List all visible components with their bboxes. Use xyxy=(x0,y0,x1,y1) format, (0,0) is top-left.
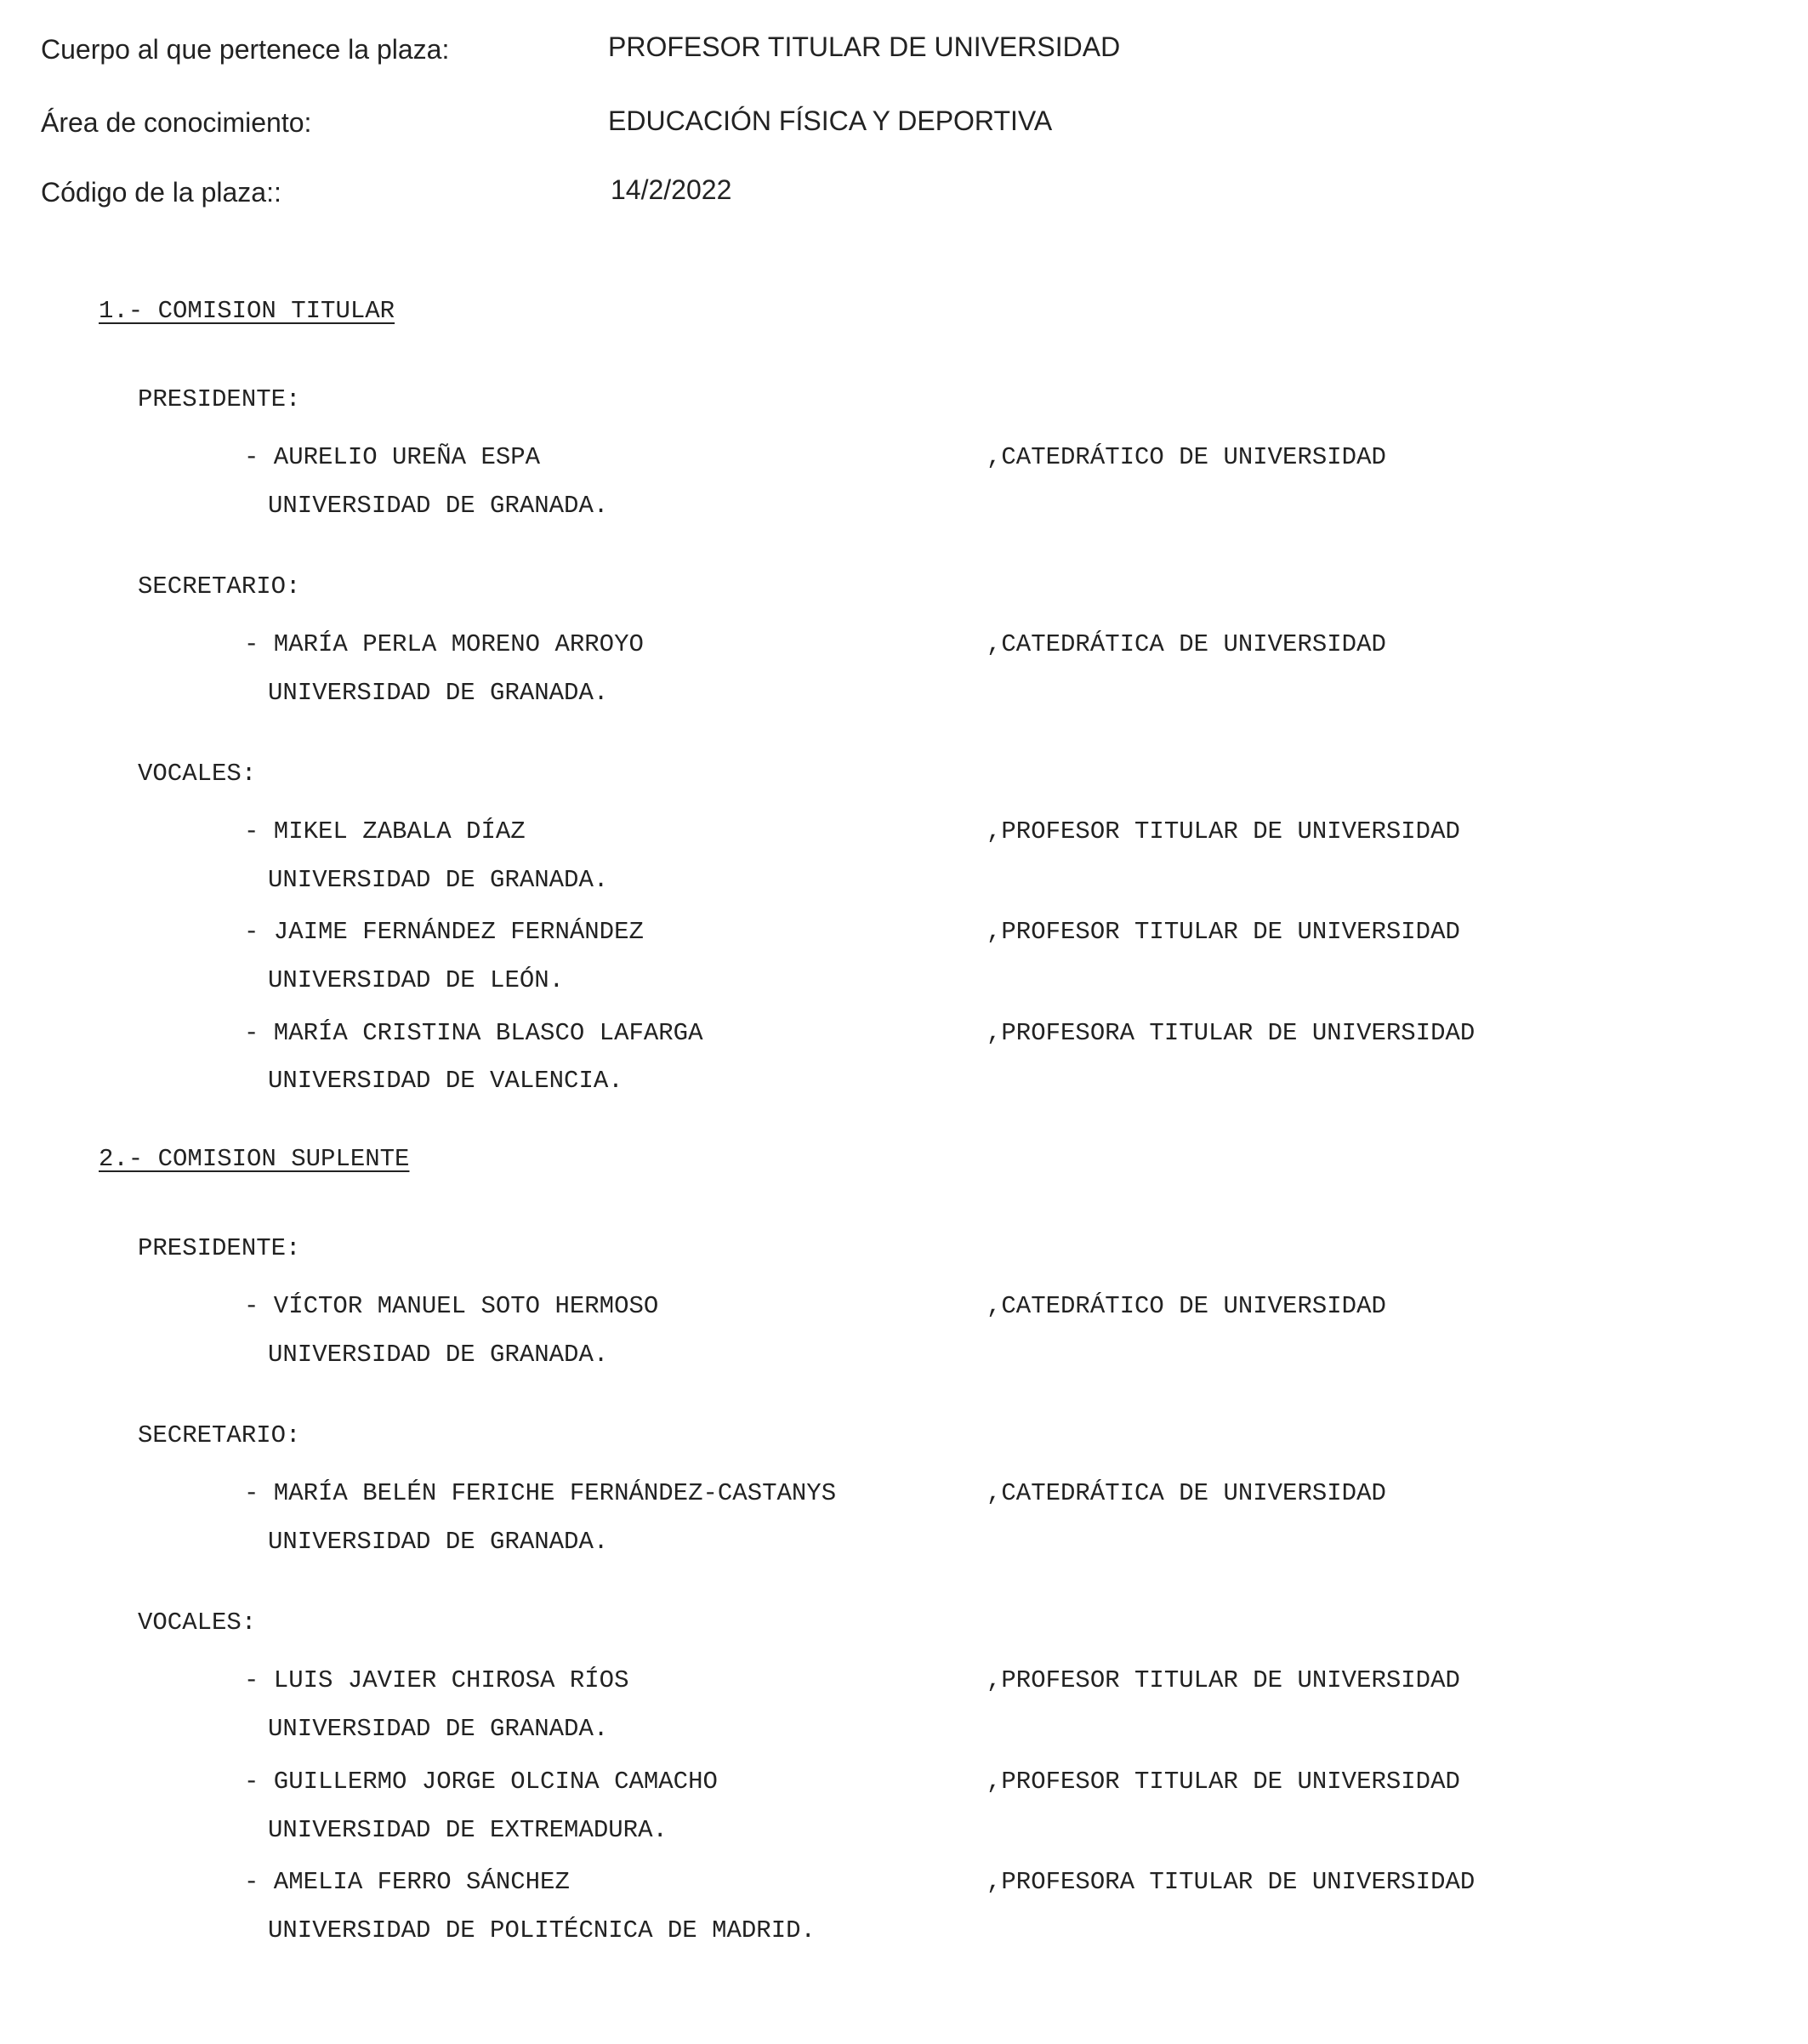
titular-vocales-label: VOCALES: xyxy=(138,760,257,788)
suplente-vocal-1-university: UNIVERSIDAD DE GRANADA. xyxy=(268,1715,609,1743)
suplente-vocales-label: VOCALES: xyxy=(138,1608,257,1637)
body-value: PROFESOR TITULAR DE UNIVERSIDAD xyxy=(608,31,1121,62)
titular-vocal-3-university: UNIVERSIDAD DE VALENCIA. xyxy=(268,1067,623,1095)
body-label: Cuerpo al que pertenece la plaza: xyxy=(41,34,450,65)
titular-presidente-name: - AURELIO UREÑA ESPA xyxy=(244,443,541,471)
titular-vocal-2-university: UNIVERSIDAD DE LEÓN. xyxy=(268,966,565,994)
suplente-vocal-2-name: - GUILLERMO JORGE OLCINA CAMACHO xyxy=(244,1768,718,1796)
suplente-presidente-name: - VÍCTOR MANUEL SOTO HERMOSO xyxy=(244,1292,659,1320)
suplente-vocal-2-university: UNIVERSIDAD DE EXTREMADURA. xyxy=(268,1816,668,1844)
titular-vocal-3-role: ,PROFESORA TITULAR DE UNIVERSIDAD xyxy=(986,1019,1475,1047)
titular-vocal-1-university: UNIVERSIDAD DE GRANADA. xyxy=(268,866,609,894)
suplente-presidente-role: ,CATEDRÁTICO DE UNIVERSIDAD xyxy=(986,1292,1386,1320)
titular-secretario-university: UNIVERSIDAD DE GRANADA. xyxy=(268,679,609,707)
suplente-presidente-label: PRESIDENTE: xyxy=(138,1234,301,1262)
area-value: EDUCACIÓN FÍSICA Y DEPORTIVA xyxy=(608,105,1053,136)
titular-secretario-role: ,CATEDRÁTICA DE UNIVERSIDAD xyxy=(986,630,1386,658)
suplente-secretario-label: SECRETARIO: xyxy=(138,1421,301,1449)
suplente-secretario-university: UNIVERSIDAD DE GRANADA. xyxy=(268,1528,609,1556)
code-label: Código de la plaza:: xyxy=(41,177,281,208)
titular-vocal-1-role: ,PROFESOR TITULAR DE UNIVERSIDAD xyxy=(986,817,1460,845)
titular-vocal-1-name: - MIKEL ZABALA DÍAZ xyxy=(244,817,526,845)
titular-vocal-2-name: - JAIME FERNÁNDEZ FERNÁNDEZ xyxy=(244,918,644,946)
suplente-vocal-3-university: UNIVERSIDAD DE POLITÉCNICA DE MADRID. xyxy=(268,1916,816,1944)
titular-presidente-role: ,CATEDRÁTICO DE UNIVERSIDAD xyxy=(986,443,1386,471)
suplente-vocal-1-role: ,PROFESOR TITULAR DE UNIVERSIDAD xyxy=(986,1666,1460,1694)
area-label: Área de conocimiento: xyxy=(41,107,312,138)
suplente-heading: 2.- COMISION SUPLENTE xyxy=(99,1145,410,1173)
titular-presidente-university: UNIVERSIDAD DE GRANADA. xyxy=(268,492,609,520)
suplente-secretario-name: - MARÍA BELÉN FERICHE FERNÁNDEZ-CASTANYS xyxy=(244,1479,837,1507)
suplente-secretario-role: ,CATEDRÁTICA DE UNIVERSIDAD xyxy=(986,1479,1386,1507)
titular-secretario-label: SECRETARIO: xyxy=(138,572,301,601)
suplente-vocal-1-name: - LUIS JAVIER CHIROSA RÍOS xyxy=(244,1666,629,1694)
suplente-vocal-3-role: ,PROFESORA TITULAR DE UNIVERSIDAD xyxy=(986,1868,1475,1896)
titular-vocal-3-name: - MARÍA CRISTINA BLASCO LAFARGA xyxy=(244,1019,703,1047)
titular-vocal-2-role: ,PROFESOR TITULAR DE UNIVERSIDAD xyxy=(986,918,1460,946)
suplente-vocal-2-role: ,PROFESOR TITULAR DE UNIVERSIDAD xyxy=(986,1768,1460,1796)
titular-secretario-name: - MARÍA PERLA MORENO ARROYO xyxy=(244,630,644,658)
suplente-vocal-3-name: - AMELIA FERRO SÁNCHEZ xyxy=(244,1868,570,1896)
suplente-presidente-university: UNIVERSIDAD DE GRANADA. xyxy=(268,1341,609,1369)
titular-presidente-label: PRESIDENTE: xyxy=(138,385,301,413)
code-value: 14/2/2022 xyxy=(611,174,732,205)
titular-heading: 1.- COMISION TITULAR xyxy=(99,297,395,325)
